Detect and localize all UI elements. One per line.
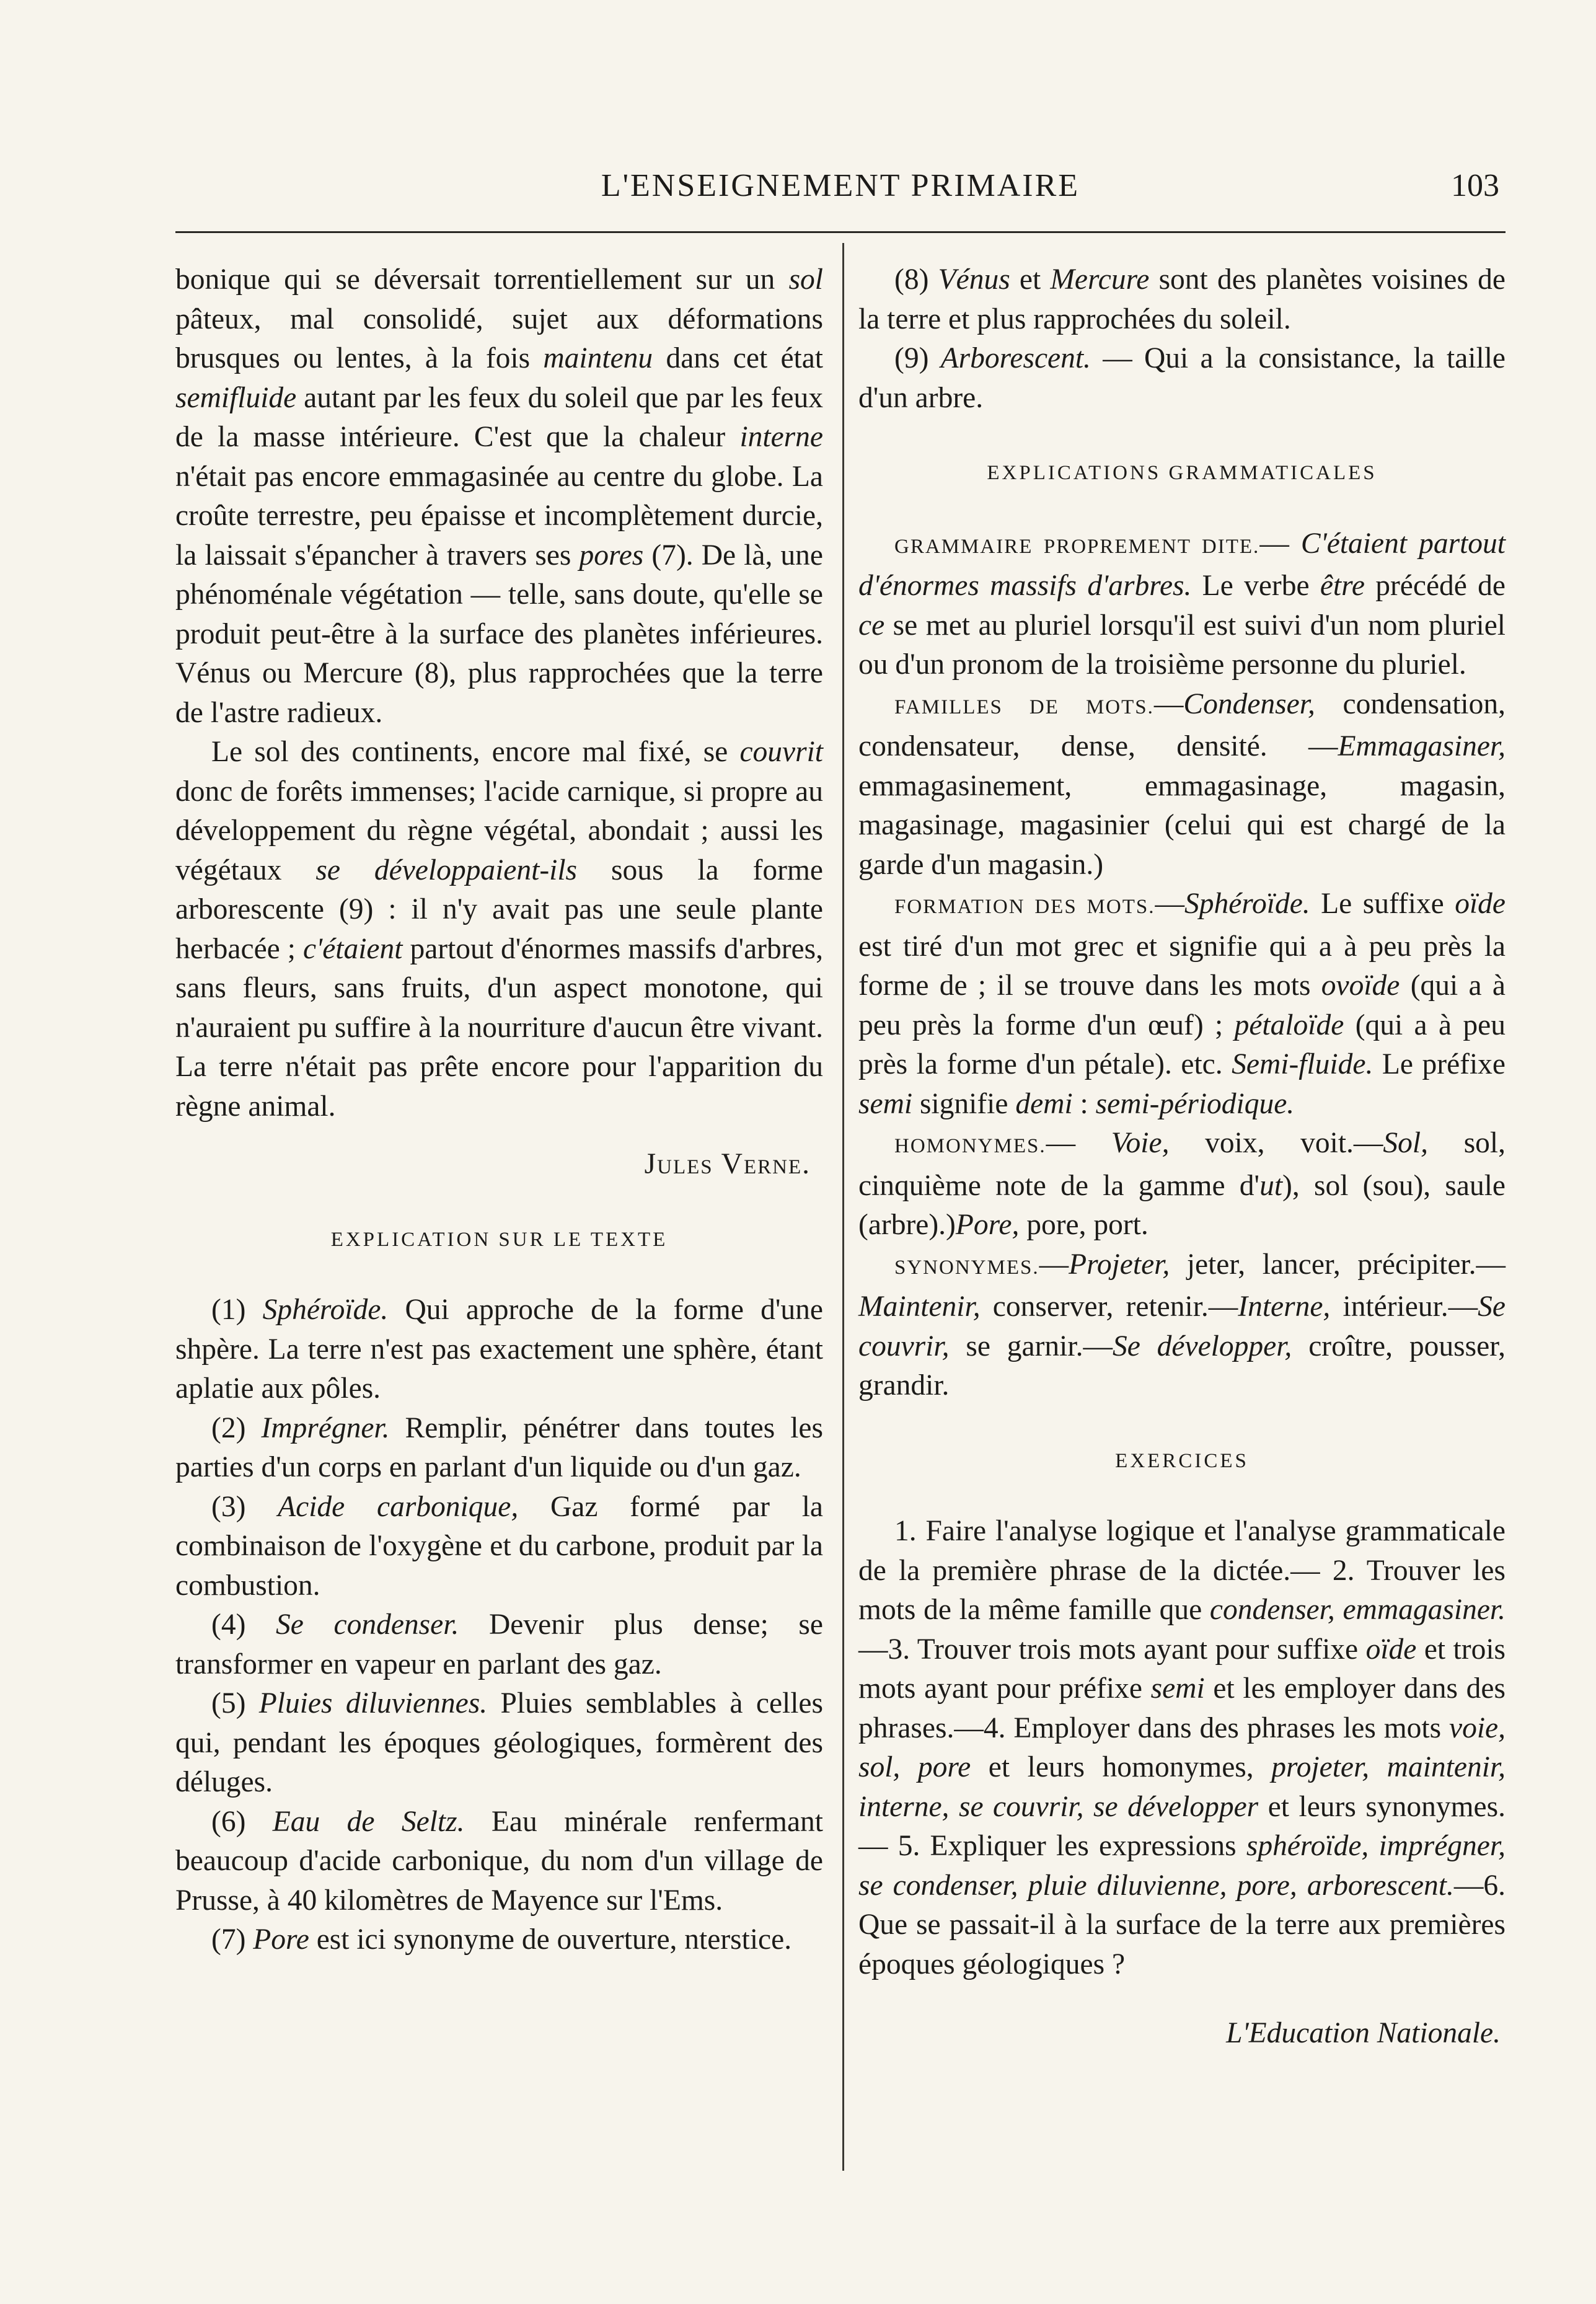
- right-column: [858, 260, 1506, 2054]
- note-item: (8) Vénus et Mercure sont des planètes voisines de la terre et plus rapprochées du soleil.: [858, 263, 1506, 335]
- note-item: (9) Arborescent. — Qui a la consistance, la taille d'un arbre.: [858, 342, 1506, 414]
- section-title-explication: EXPLICATION SUR LE TEXTE: [330, 1228, 668, 1251]
- section-title-exercices: EXERCICES: [1115, 1449, 1249, 1472]
- page-header: [175, 167, 1506, 223]
- note-item: (1) Sphéroïde. Qui approche de la forme d'une shpère. La terre n'est pas exactement une sphère, étant aplatie aux pôles.: [175, 1294, 823, 1405]
- running-title: L'ENSEIGNEMENT PRIMAIRE: [601, 168, 1080, 203]
- section-title-grammaticales: EXPLICATIONS GRAMMATICALES: [987, 462, 1377, 484]
- column-divider: [842, 243, 844, 2171]
- text-paragraph: Le sol des continents, encore mal fixé, se couvrit donc de forêts immenses; l'acide carnique, si propre au développement du règne végétal, abondait ; aussi les végétaux se développaient-ils sous la forme arborescente (9) : il n'y avait pas une seule plante herbacée ; c'étaient partout d'énormes massifs d'arbres, sans fleurs, sans fruits, d'un aspect monotone, qui n'auraient pu suffire à la nourriture d'aucun être vivant. La terre n'était pas prête encore pour l'apparition du règne animal.: [175, 736, 823, 1123]
- page-number: 103: [1451, 168, 1499, 203]
- grammar-paragraph: FORMATION DES MOTS.—Sphéroïde. Le suffixe oïde est tiré d'un mot grec et signifie qui a à peu près la forme de ; il se trouve dans les mots ovoïde (qui a à peu près la forme d'un œuf) ; pétaloïde (qui a à peu près la forme d'un pétale). etc. Semi-fluide. Le préfixe semi signifie demi : semi-périodique.: [858, 888, 1506, 1120]
- text-paragraph: bonique qui se déversait torrentiellement sur un sol pâteux, mal consolidé, sujet aux déformations brusques ou lentes, à la fois maintenu dans cet état semifluide autant par les feux du soleil que par les feux de la masse intérieure. C'est que la chaleur interne n'était pas encore emmagasinée au centre du globe. La croûte terrestre, peu épaisse et incomplètement durcie, la laissait s'épancher à travers ses pores (7). De là, une phénoménale végétation — telle, sans doute, qu'elle se produit peut-être à la surface des planètes inférieures. Vénus ou Mercure (8), plus rapprochées que la terre de l'astre radieux.: [175, 263, 824, 729]
- header-rule: [175, 231, 1506, 233]
- left-column: [175, 260, 823, 1960]
- note-item: (5) Pluies diluviennes. Pluies semblables à celles qui, pendant les époques géologiques, formèrent des déluges.: [175, 1687, 823, 1798]
- note-item: (3) Acide carbonique, Gaz formé par la combinaison de l'oxygène et du carbone, produit par la combustion.: [175, 1490, 823, 1602]
- note-item: (6) Eau de Seltz. Eau minérale renfermant beaucoup d'acide carbonique, du nom d'un village de Prusse, à 40 kilomètres de Mayence sur l'Ems.: [175, 1805, 824, 1917]
- author-signature: Jules Verne.: [644, 1148, 811, 1180]
- grammar-paragraph: HOMONYMES.— Voie, voix, voit.—Sol, sol, cinquième note de la gamme d'ut), sol (sou), saule (arbre).)Pore, pore, port.: [858, 1127, 1506, 1241]
- exercise-paragraph: 1. Faire l'analyse logique et l'analyse grammaticale de la première phrase de la dictée.— 2. Trouver les mots de la même famille que condenser, emmagasiner.—3. Trouver trois mots ayant pour suffixe oïde et trois mots ayant pour préfixe semi et les employer dans des phrases.—4. Employer dans des phrases les mots voie, sol, pore et leurs homonymes, projeter, maintenir, interne, se couvrir, se développer et leurs synonymes. — 5. Expliquer les expressions sphéroïde, imprégner, se condenser, pluie diluvienne, pore, arborescent.—6. Que se passait-il à la surface de la terre aux premières époques géologiques ?: [858, 1515, 1506, 1980]
- source-attribution: L'Education Nationale.: [1226, 2017, 1501, 2049]
- note-item: (4) Se condenser. Devenir plus dense; se transformer en vapeur en parlant des gaz.: [175, 1609, 823, 1680]
- grammar-paragraph: GRAMMAIRE PROPREMENT DITE.— C'étaient partout d'énormes massifs d'arbres. Le verbe être précédé de ce se met au pluriel lorsqu'il est suivi d'un nom pluriel ou d'un pronom de la troisième personne du pluriel.: [858, 527, 1506, 681]
- note-item: (7) Pore est ici synonyme de ouverture, nterstice.: [211, 1923, 792, 1956]
- grammar-paragraph: FAMILLES DE MOTS.—Condenser, condensation, condensateur, dense, densité. —Emmagasiner, emmagasinement, emmagasinage, magasin, magasinage, magasinier (celui qui est chargé de la garde d'un magasin.): [858, 687, 1506, 881]
- note-item: (2) Imprégner. Remplir, pénétrer dans toutes les parties d'un corps en parlant d'un liquide ou d'un gaz.: [175, 1411, 823, 1483]
- grammar-paragraph: SYNONYMES.—Projeter, jeter, lancer, précipiter.—Maintenir, conserver, retenir.—Interne, intérieur.—Se couvrir, se garnir.—Se développer, croître, pousser, grandir.: [858, 1248, 1506, 1401]
